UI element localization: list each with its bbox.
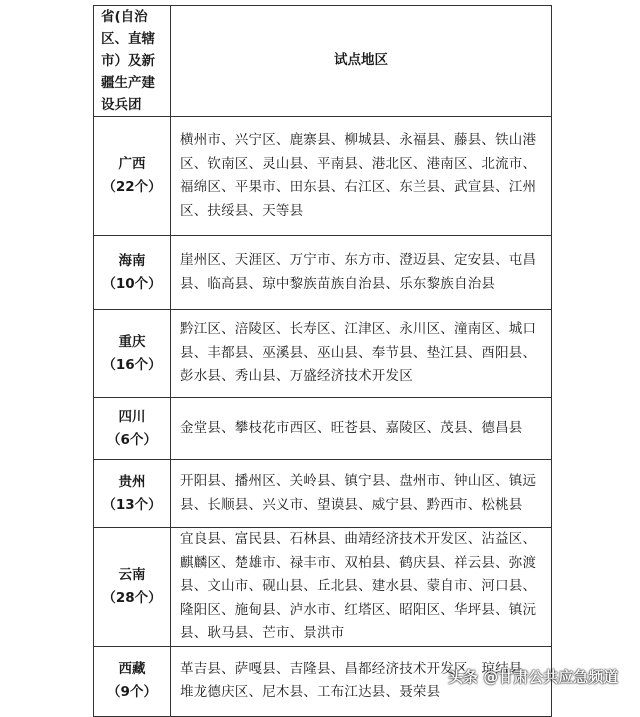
table-row — [94, 398, 552, 460]
province-name: 四川 — [118, 408, 146, 425]
province-name: 海南 — [118, 252, 146, 269]
province-name: 重庆 — [118, 333, 146, 350]
areas-cell: 崖州区、天涯区、万宁市、东方市、澄迈县、定安县、屯昌县、临高县、琼中黎族苗族自治县、乐东黎族自治县 — [171, 236, 552, 310]
province-name: 云南 — [118, 566, 146, 583]
province-cell — [94, 117, 171, 236]
table-row — [94, 528, 552, 647]
areas-cell: 黔江区、涪陵区、长寿区、江津区、永川区、潼南区、城口县、丰都县、巫溪县、巫山县、奉节县、垫江县、酉阳县、彭水县、秀山县、万盛经济技术开发区 — [171, 310, 552, 398]
province-cell — [94, 310, 171, 398]
province-name: 西藏 — [118, 661, 146, 677]
table-row — [94, 310, 552, 398]
pilot-areas-table — [93, 5, 552, 717]
province-name: 贵州 — [118, 473, 146, 490]
province-count: （9个） — [107, 684, 157, 700]
province-count: （16个） — [102, 356, 162, 373]
header-areas-cell: 试点地区 — [171, 6, 552, 117]
province-cell — [94, 236, 171, 310]
watermark-text: 头条 @甘肃公共应急频道 — [448, 668, 619, 686]
province-cell — [94, 528, 171, 647]
province-count: （6个） — [107, 431, 157, 448]
table-row — [94, 460, 552, 528]
table-header-row — [94, 6, 552, 117]
province-count: （22个） — [102, 179, 162, 195]
table-row — [94, 236, 552, 310]
province-cell — [94, 646, 171, 716]
header-province-cell: 省(自治区、直辖市）及新疆生产建设兵团 — [94, 6, 171, 117]
province-count: （13个） — [102, 496, 162, 513]
areas-cell: 横州市、兴宁区、鹿寨县、柳城县、永福县、藤县、铁山港区、钦南区、灵山县、平南县、港北区、港南区、北流市、福绵区、平果市、田东县、右江区、东兰县、武宣县、江州区、扶绥县、天等县 — [171, 117, 552, 236]
province-cell — [94, 460, 171, 528]
areas-cell: 宜良县、富民县、石林县、曲靖经济技术开发区、沾益区、麒麟区、楚雄市、禄丰市、双柏县、鹤庆县、祥云县、弥渡县、文山市、砚山县、丘北县、建水县、蒙自市、河口县、隆阳区、施甸县、泸水市、红塔区、昭阳区、华坪县、镇沅县、耿马县、芒市、景洪市 — [171, 528, 552, 647]
province-cell — [94, 398, 171, 460]
areas-cell: 金堂县、攀枝花市西区、旺苍县、嘉陵区、茂县、德昌县 — [171, 398, 552, 460]
areas-cell: 革吉县、萨嘎县、吉隆县、昌都经济技术开发区、琼结县、堆龙德庆区、尼木县、工布江达县、聂荣县 — [171, 646, 552, 716]
areas-cell: 开阳县、播州区、关岭县、镇宁县、盘州市、钟山区、镇远县、长顺县、兴义市、望谟县、威宁县、黔西市、松桃县 — [171, 460, 552, 528]
province-count: （28个） — [102, 589, 162, 606]
table-row — [94, 117, 552, 236]
province-count: （10个） — [102, 275, 162, 292]
province-name: 广西 — [118, 156, 146, 172]
pilot-areas-table-wrapper — [93, 5, 551, 717]
